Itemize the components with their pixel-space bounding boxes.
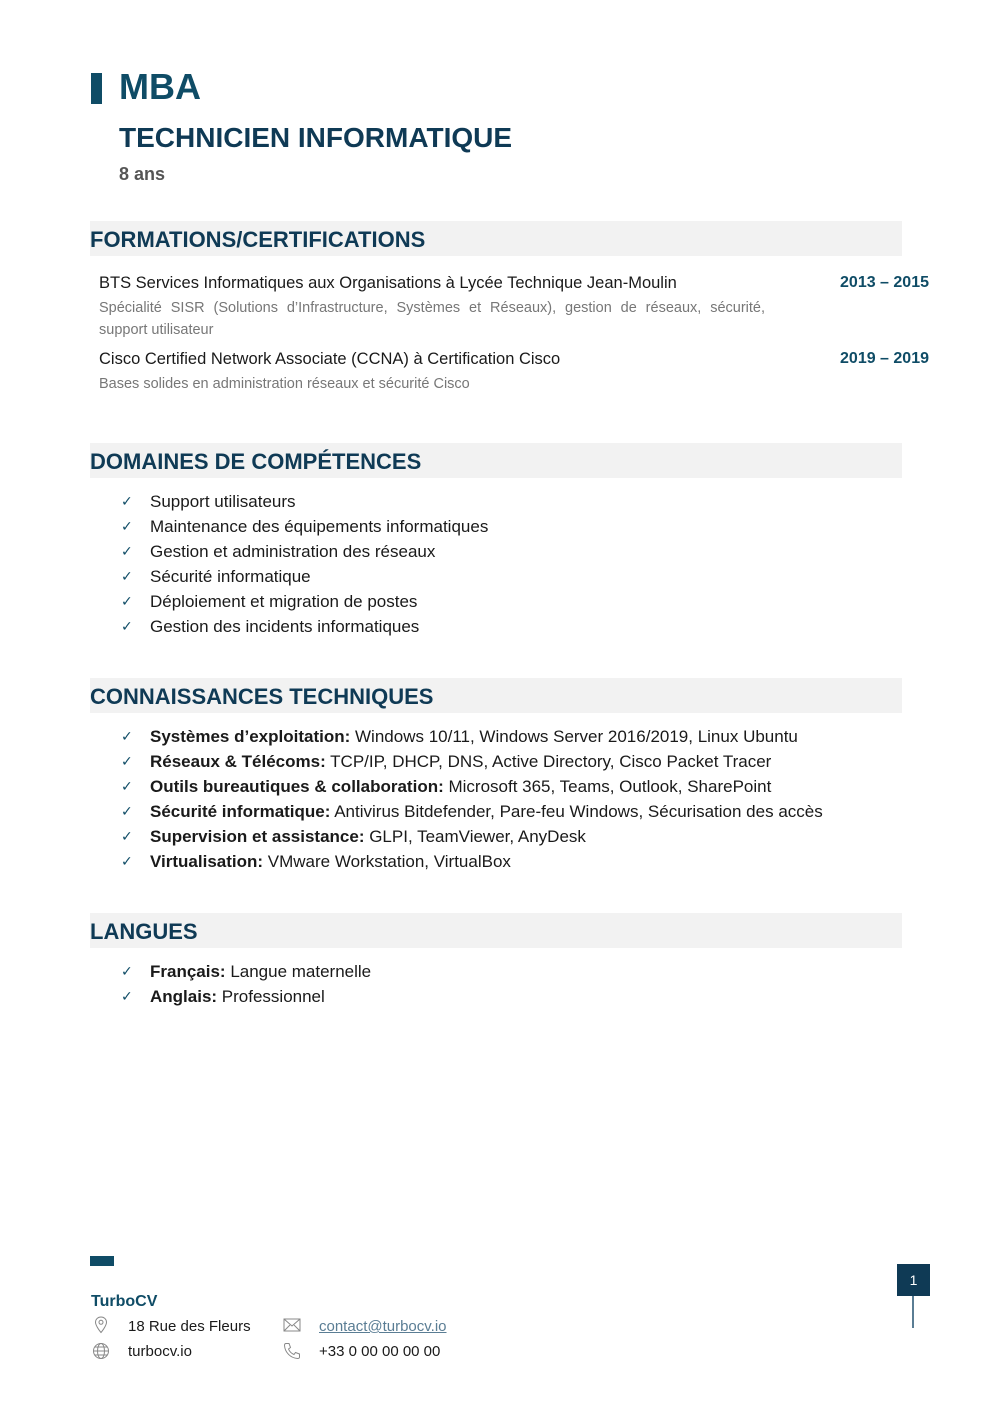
- check-icon: ✓: [121, 753, 133, 769]
- list-item: ✓ Supervision et assistance: GLPI, TeamViewer, AnyDesk: [90, 824, 902, 849]
- check-icon: ✓: [121, 543, 133, 559]
- footer-website: turbocv.io: [128, 1343, 192, 1360]
- formation-description: Spécialité SISR (Solutions d’Infrastructure, Systèmes et Réseaux), gestion de réseaux, sécurité, support utilisateur: [99, 300, 765, 338]
- list-item: ✓ Systèmes d’exploitation: Windows 10/11, Windows Server 2016/2019, Linux Ubuntu: [90, 724, 902, 749]
- name-accent-bar: [91, 73, 102, 104]
- list-item: ✓ Anglais: Professionnel: [90, 984, 902, 1009]
- section-connaissances: [90, 678, 902, 874]
- job-title: TECHNICIEN INFORMATIQUE: [119, 122, 513, 153]
- section-competences: [90, 443, 902, 639]
- list-item: ✓ Virtualisation: VMware Workstation, VirtualBox: [90, 849, 902, 874]
- formation-description: Bases solides en administration réseaux et sécurité Cisco: [99, 376, 470, 392]
- list-item: ✓ Outils bureautiques & collaboration: Microsoft 365, Teams, Outlook, SharePoint: [90, 774, 902, 799]
- check-icon: ✓: [121, 593, 133, 609]
- list-item: ✓ Gestion et administration des réseaux: [90, 539, 902, 564]
- formation-item: [99, 274, 929, 341]
- formation-title: Cisco Certified Network Associate (CCNA) à Certification Cisco: [99, 350, 561, 368]
- section-title-connaissances: CONNAISSANCES TECHNIQUES: [90, 678, 902, 713]
- section-title-formations: FORMATIONS/CERTIFICATIONS: [90, 221, 902, 256]
- list-item: ✓ Support utilisateurs: [90, 489, 902, 514]
- check-icon: ✓: [121, 778, 133, 794]
- formation-years: 2013 – 2015: [840, 274, 929, 291]
- connaissances-list: [90, 724, 902, 874]
- check-icon: ✓: [121, 518, 133, 534]
- competences-list: [90, 489, 902, 639]
- list-item: ✓ Réseaux & Télécoms: TCP/IP, DHCP, DNS, Active Directory, Cisco Packet Tracer: [90, 749, 902, 774]
- section-title-competences: DOMAINES DE COMPÉTENCES: [90, 443, 902, 478]
- formation-item: [99, 350, 929, 395]
- globe-icon: [92, 1342, 110, 1364]
- email-link[interactable]: contact@turbocv.io: [319, 1318, 447, 1335]
- candidate-name: MBA: [119, 66, 201, 107]
- footer-accent-mark: [90, 1256, 114, 1266]
- list-item: ✓ Déploiement et migration de postes: [90, 589, 902, 614]
- footer-address: 18 Rue des Fleurs: [128, 1318, 251, 1335]
- list-item: ✓ Maintenance des équipements informatiques: [90, 514, 902, 539]
- page-number: 1: [897, 1264, 930, 1296]
- check-icon: ✓: [121, 728, 133, 744]
- location-pin-icon: [94, 1316, 108, 1338]
- check-icon: ✓: [121, 828, 133, 844]
- section-langues: [90, 913, 902, 1009]
- list-item: ✓ Sécurité informatique: Antivirus Bitdefender, Pare-feu Windows, Sécurisation des accès: [90, 799, 902, 824]
- footer-brand: TurboCV: [91, 1293, 158, 1310]
- phone-icon: [283, 1342, 301, 1364]
- check-icon: ✓: [121, 988, 133, 1004]
- check-icon: ✓: [121, 618, 133, 634]
- section-formations: [90, 221, 929, 395]
- footer-phone: +33 0 00 00 00 00: [319, 1343, 441, 1360]
- list-item: ✓ Sécurité informatique: [90, 564, 902, 589]
- formation-title: BTS Services Informatiques aux Organisations à Lycée Technique Jean-Moulin: [99, 274, 677, 292]
- check-icon: ✓: [121, 963, 133, 979]
- list-item: ✓ Gestion des incidents informatiques: [90, 614, 902, 639]
- section-title-langues: LANGUES: [90, 913, 902, 948]
- experience-years: 8 ans: [119, 164, 166, 184]
- footer-email[interactable]: [319, 1318, 447, 1335]
- langues-list: [90, 959, 902, 1009]
- check-icon: ✓: [121, 568, 133, 584]
- page-number-line: [912, 1296, 914, 1328]
- formation-years: 2019 – 2019: [840, 350, 929, 367]
- envelope-icon: [283, 1318, 301, 1336]
- check-icon: ✓: [121, 493, 133, 509]
- check-icon: ✓: [121, 803, 133, 819]
- list-item: ✓ Français: Langue maternelle: [90, 959, 902, 984]
- check-icon: ✓: [121, 853, 133, 869]
